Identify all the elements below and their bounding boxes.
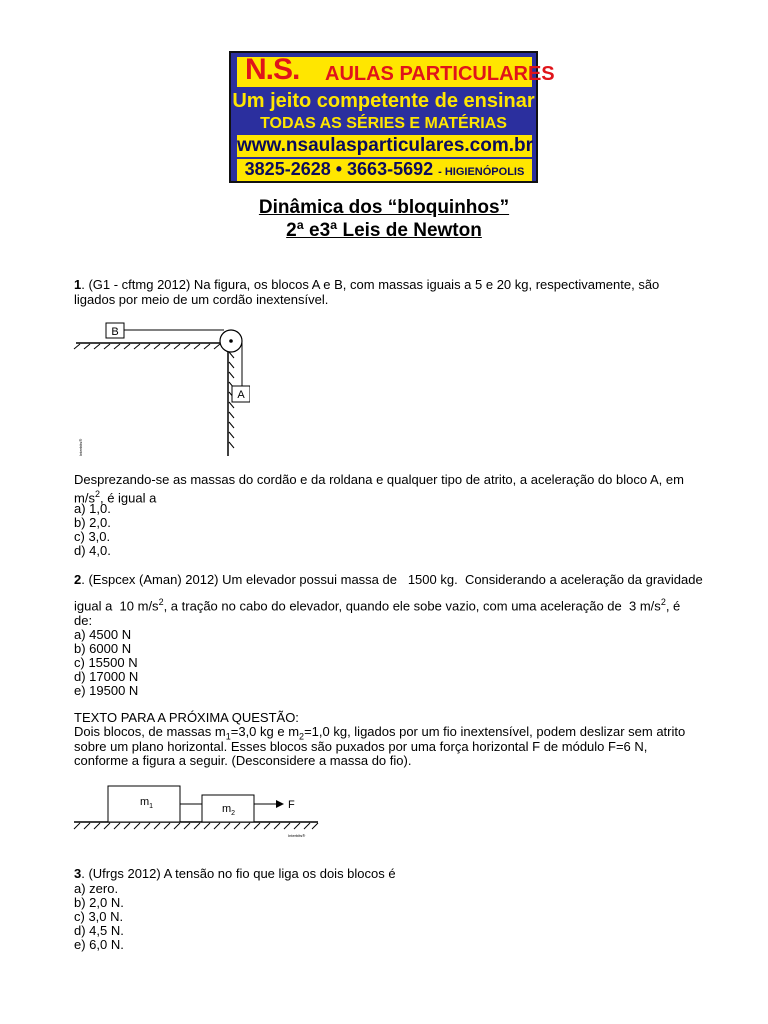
q3-text: [74, 866, 396, 881]
q1-stem-unit: m/s: [74, 490, 95, 506]
q1-number: 1: [74, 277, 82, 292]
q1-pulley-figure: [70, 318, 250, 460]
q2-text-e: , é: [665, 598, 681, 614]
context-l1-b: =3,0 kg e m: [230, 724, 300, 739]
q2-g-exp: 2: [158, 597, 164, 607]
q1-stem-tail: , é igual a: [99, 490, 157, 506]
banner-subtitle: TODAS AS SÉRIES E MATÉRIAS: [260, 115, 507, 132]
q2-text-d: , a tração no cabo do elevador, quando ele sobe vazio, com uma aceleração de: [163, 598, 622, 614]
q2-number: 2: [74, 572, 82, 587]
q2-text-b: Considerando a aceleração da gravidade: [464, 572, 703, 587]
q1-stem-unit-exp: 2: [94, 489, 100, 499]
q2-text-a: . (Espcex (Aman) 2012) Um elevador possui massa de: [81, 572, 397, 587]
q1-text-line2: ligados por meio de um cordão inextensível.: [74, 292, 329, 307]
q2-option-b: b) 6000 N: [74, 641, 132, 656]
q1-option-c: c) 3,0.: [74, 529, 111, 544]
context-l1-sub1: 1: [225, 731, 231, 742]
banner-phone-numbers: 3825-2628 • 3663-5692: [244, 159, 434, 179]
q2-mass: 1500 kg.: [407, 572, 458, 587]
page-subtitle: 2ª e3ª Leis de Newton: [286, 220, 482, 241]
blocks-force-figure: [70, 780, 330, 842]
banner-location: - HIGIENÓPOLIS: [438, 166, 525, 178]
banner-title: AULAS PARTICULARES: [325, 63, 555, 85]
q3-option-a: a) zero.: [74, 881, 119, 896]
q1-option-d: d) 4,0.: [74, 543, 111, 558]
q1-option-a: a) 1,0.: [74, 501, 111, 516]
force-label: F: [288, 799, 295, 811]
q1-block-b-label: B: [111, 326, 119, 338]
page-title: Dinâmica dos “bloquinhos”: [258, 197, 510, 218]
q3-option-c: c) 3,0 N.: [74, 909, 124, 924]
q2-a-value: 3 m/s: [629, 598, 661, 614]
q1-text-line1: [74, 277, 659, 292]
block-m1-label: $m_1$: [140, 796, 154, 810]
banner-logo: N.S.: [245, 53, 300, 86]
q3-number: 3: [74, 866, 82, 881]
q2-text-line1: [74, 572, 703, 587]
q2-text-line3: de:: [74, 613, 93, 628]
q2-option-a: a) 4500 N: [74, 627, 132, 642]
context-l1-a: Dois blocos, de massas m: [74, 724, 226, 739]
banner-title-strip: [237, 53, 555, 87]
q2-a-exp: 2: [660, 597, 666, 607]
q2-option-e: e) 19500 N: [74, 683, 139, 698]
ad-banner: [229, 51, 555, 183]
banner-url[interactable]: www.nsaulasparticulares.com.br: [237, 135, 534, 156]
q1-block-a-label: A: [237, 389, 245, 401]
context-line2: sobre um plano horizontal. Esses blocos são puxados por uma força horizontal F de módulo F=6 N,: [74, 739, 648, 754]
q1-option-b: b) 2,0.: [74, 515, 111, 530]
banner-slogan: Um jeito competente de ensinar: [232, 90, 535, 112]
context-line3: conforme a figura a seguir. (Desconsidere a massa do fio).: [74, 753, 412, 768]
q3-statement: . (Ufrgs 2012) A tensão no fio que liga os dois blocos é: [81, 866, 396, 881]
q3-option-d: d) 4,5 N.: [74, 923, 124, 938]
q1-stem-line1: Desprezando-se as massas do cordão e da roldana e qualquer tipo de atrito, a aceleração do bloco A, em: [74, 472, 684, 487]
context-heading: TEXTO PARA A PRÓXIMA QUESTÃO:: [74, 710, 299, 725]
block-m2-label: $m_2$: [222, 803, 236, 817]
q3-option-e: e) 6,0 N.: [74, 937, 124, 952]
q1-statement: . (G1 - cftmg 2012) Na figura, os blocos A e B, com massas iguais a 5 e 20 kg, respectivamente, são: [81, 277, 660, 292]
banner-phones: [237, 159, 532, 181]
context-l1-c: =1,0 kg, ligados por um fio inextensível, podem deslizar sem atrito: [304, 724, 686, 739]
q2-g-value: 10 m/s: [119, 598, 159, 614]
figure-watermark: Interbits®: [288, 833, 306, 838]
q2-option-d: d) 17000 N: [74, 669, 139, 684]
context-l1-sub2: 2: [299, 731, 305, 742]
q3-option-b: b) 2,0 N.: [74, 895, 124, 910]
q2-text-line2: [74, 595, 680, 613]
q2-text-c: igual a: [74, 598, 113, 614]
q1-watermark: Interbits®: [78, 438, 83, 456]
q2-option-c: c) 15500 N: [74, 655, 138, 670]
